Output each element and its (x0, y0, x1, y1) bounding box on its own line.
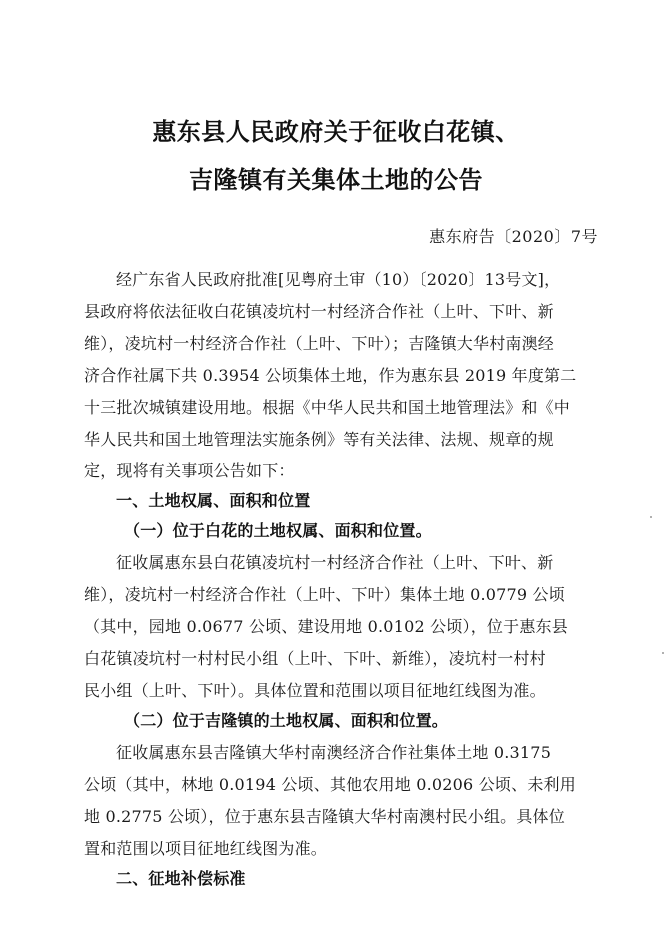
subsection-1-line: 民小组（上叶、下叶）。具体位置和范围以项目征地红线图为准。 (84, 681, 546, 700)
scan-speck (650, 516, 652, 518)
document-title-line-1: 惠东县人民政府关于征收白花镇、 (152, 118, 520, 146)
subsection-1-heading: （一）位于白花的土地权属、面积和位置。 (124, 521, 432, 540)
subsection-2-heading: （二）位于吉隆镇的土地权属、面积和位置。 (124, 711, 449, 730)
section-1-heading: 一、土地权属、面积和位置 (116, 491, 311, 510)
intro-line: 十三批次城镇建设用地。根据《中华人民共和国土地管理法》和《中 (84, 398, 571, 417)
subsection-2-line: 征收属惠东县吉隆镇大华村南澳经济合作社集体土地 0.3175 (116, 743, 552, 762)
document-number: 惠东府告〔2020〕7号 (429, 227, 598, 246)
subsection-2-line: 公顷（其中，林地 0.0194 公顷、其他农用地 0.0206 公顷、未利用 (84, 775, 576, 794)
subsection-1-line: 征收属惠东县白花镇凌坑村一村经济合作社（上叶、下叶、新 (116, 553, 554, 572)
intro-line: 经广东省人民政府批准[见粤府土审（10）〔2020〕13号文]， (116, 270, 561, 289)
subsection-1-line: 白花镇凌坑村一村村民小组（上叶、下叶、新维），凌坑村一村村 (84, 649, 546, 668)
document-title-line-2: 吉隆镇有关集体土地的公告 (189, 166, 483, 194)
subsection-2-line: 地 0.2775 公顷），位于惠东县吉隆镇大华村南澳村民小组。具体位 (84, 807, 565, 826)
scan-speck (662, 652, 664, 654)
subsection-2-line: 置和范围以项目征地红线图为准。 (84, 839, 328, 858)
section-2-heading: 二、征地补偿标准 (116, 869, 246, 888)
intro-line: 济合作社属下共 0.3954 公顷集体土地，作为惠东县 2019 年度第二 (84, 366, 577, 385)
intro-line: 定，现将有关事项公告如下： (84, 461, 295, 480)
intro-line: 县政府将依法征收白花镇凌坑村一村经济合作社（上叶、下叶、新 (84, 302, 554, 321)
subsection-1-line: （其中，园地 0.0677 公顷、建设用地 0.0102 公顷），位于惠东县 (84, 617, 568, 636)
subsection-1-line: 维），凌坑村一村经济合作社（上叶、下叶）集体土地 0.0779 公顷 (84, 585, 565, 604)
intro-line: 华人民共和国土地管理法实施条例》等有关法律、法规、规章的规 (84, 430, 554, 449)
intro-line: 维），凌坑村一村经济合作社（上叶、下叶）；吉隆镇大华村南澳经 (84, 334, 555, 353)
